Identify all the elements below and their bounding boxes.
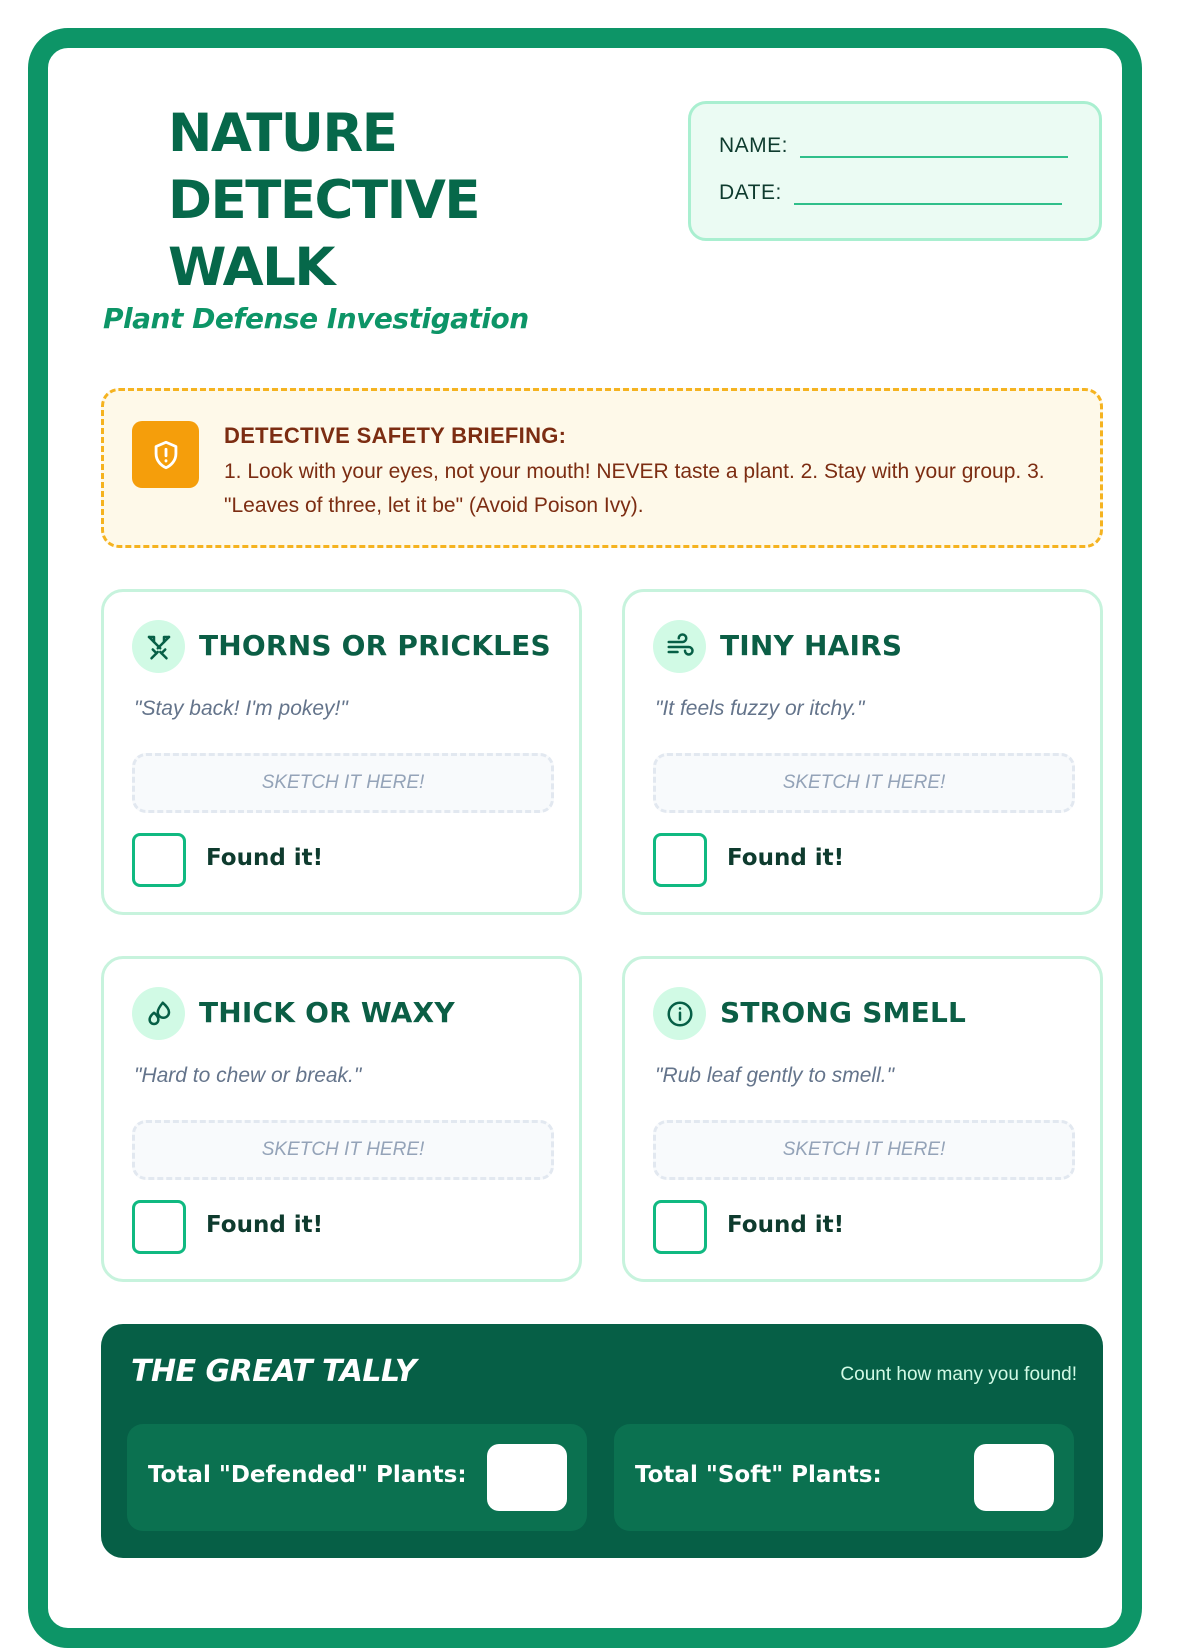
soft-count-input[interactable] (974, 1444, 1054, 1511)
date-label: DATE: (719, 181, 782, 204)
sketch-area[interactable]: SKETCH IT HERE! (653, 753, 1075, 813)
sketch-area[interactable]: SKETCH IT HERE! (653, 1120, 1075, 1180)
found-label: Found it! (206, 1212, 324, 1238)
page-title (168, 100, 479, 301)
crossed-swords-icon (132, 620, 185, 673)
name-label: NAME: (719, 134, 789, 157)
card-title: TINY HAIRS (720, 629, 903, 662)
defended-label: Total "Defended" Plants: (148, 1462, 467, 1488)
title-line: WALK (168, 237, 334, 298)
card-waxy (101, 956, 582, 1282)
card-quote: "Hard to chew or break." (134, 1064, 362, 1087)
shield-icon (132, 421, 199, 488)
found-checkbox[interactable] (653, 833, 707, 887)
card-title: THICK OR WAXY (199, 996, 455, 1029)
card-hairs (622, 589, 1103, 915)
tally-hint: Count how many you found! (840, 1364, 1077, 1385)
tally-panel (101, 1324, 1103, 1558)
sketch-area[interactable]: SKETCH IT HERE! (132, 1120, 554, 1180)
card-quote: "Rub leaf gently to smell." (655, 1064, 895, 1087)
sketch-area[interactable]: SKETCH IT HERE! (132, 753, 554, 813)
found-checkbox[interactable] (132, 833, 186, 887)
safety-briefing (101, 388, 1103, 548)
droplets-icon (132, 987, 185, 1040)
defended-count-input[interactable] (487, 1444, 567, 1511)
wind-icon (653, 620, 706, 673)
name-row (719, 134, 1068, 158)
found-checkbox[interactable] (653, 1200, 707, 1254)
card-title: STRONG SMELL (720, 996, 967, 1029)
card-smell (622, 956, 1103, 1282)
soft-tally (614, 1424, 1074, 1531)
title-line: DETECTIVE (168, 170, 480, 231)
info-icon (653, 987, 706, 1040)
found-checkbox[interactable] (132, 1200, 186, 1254)
title-line: NATURE (168, 103, 397, 164)
card-quote: "Stay back! I'm pokey!" (134, 697, 348, 720)
found-label: Found it! (727, 1212, 845, 1238)
card-title: THORNS OR PRICKLES (199, 629, 551, 662)
safety-text: 1. Look with your eyes, not your mouth! NEVER taste a plant. 2. Stay with your group. 3. "Leaves of three, let it be" (Avoid Poison Ivy). (224, 460, 1045, 517)
name-field[interactable] (800, 155, 1068, 158)
name-date-box (688, 101, 1102, 241)
found-label: Found it! (727, 845, 845, 871)
soft-label: Total "Soft" Plants: (635, 1462, 882, 1488)
date-row (719, 181, 1062, 205)
tally-title: THE GREAT TALLY (131, 1354, 417, 1389)
found-label: Found it! (206, 845, 324, 871)
page-subtitle: Plant Defense Investigation (103, 302, 529, 335)
date-field[interactable] (794, 202, 1062, 205)
defended-tally (127, 1424, 587, 1531)
card-thorns (101, 589, 582, 915)
card-quote: "It feels fuzzy or itchy." (655, 697, 865, 720)
safety-title: DETECTIVE SAFETY BRIEFING: (224, 423, 567, 448)
